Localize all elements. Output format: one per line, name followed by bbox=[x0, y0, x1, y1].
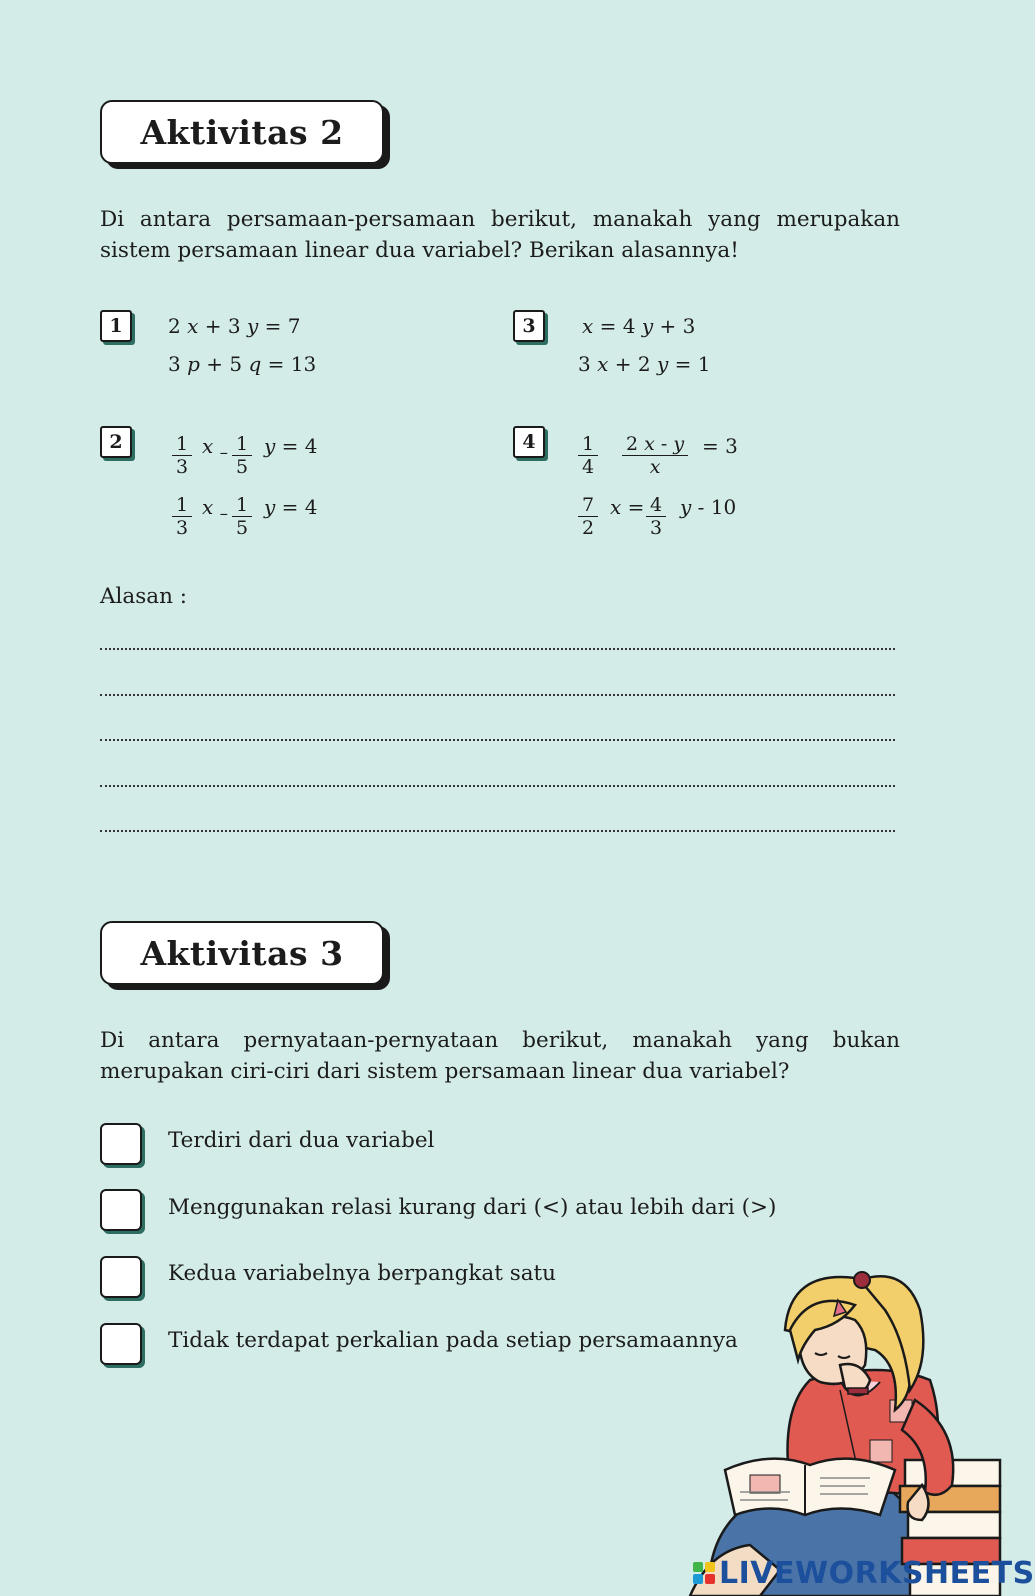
option-checkbox-1[interactable] bbox=[100, 1123, 142, 1165]
girl-reading-illustration bbox=[690, 1270, 1000, 1596]
fraction-seven-halves: $\frac{7}{2}$ bbox=[578, 494, 598, 539]
logo-text: LIVEWORKSHEETS bbox=[719, 1555, 1035, 1591]
logo-blocks-icon bbox=[693, 1562, 715, 1584]
option-checkbox-3[interactable] bbox=[100, 1256, 142, 1298]
fraction-four-thirds: $\frac{4}{3}$ bbox=[646, 494, 666, 539]
reason-line-5[interactable] bbox=[100, 830, 895, 832]
item2-eq1-rhs: y = 4 bbox=[264, 434, 318, 458]
option-label-4: Tidak terdapat perkalian pada setiap persamaannya bbox=[168, 1328, 738, 1353]
activity3-question: Di antara pernyataan-pernyataan berikut, manakah yang bukan merupakan ciri-ciri dari sistem persamaan linear dua variabel? bbox=[100, 1028, 900, 1084]
reason-label: Alasan : bbox=[100, 584, 187, 609]
fraction-one-fifth: $\frac{1}{5}$ bbox=[232, 433, 252, 478]
fraction-one-fourth: $\frac{1}{4}$ bbox=[578, 433, 598, 478]
activity3-title: Aktivitas 3 bbox=[140, 933, 344, 973]
option-checkbox-2[interactable] bbox=[100, 1189, 142, 1231]
reason-line-3[interactable] bbox=[100, 739, 895, 741]
item2-eq2-x: x $_-$ bbox=[202, 495, 228, 523]
option-label-1: Terdiri dari dua variabel bbox=[168, 1128, 435, 1153]
fraction-2x-minus-y-over-x: $\frac{2 x - y}{x}$ bbox=[622, 433, 688, 478]
activity2-question: Di antara persamaan-persamaan berikut, manakah yang merupakan sistem persamaan linear dua variabel? Berikan alasannya! bbox=[100, 207, 900, 263]
fraction-one-fifth: $\frac{1}{5}$ bbox=[232, 494, 252, 539]
option-checkbox-4[interactable] bbox=[100, 1323, 142, 1365]
activity2-title-box bbox=[100, 100, 384, 164]
option-label-2: Menggunakan relasi kurang dari (<) atau lebih dari (>) bbox=[168, 1195, 777, 1220]
item2-eq2-rhs: y = 4 bbox=[264, 495, 318, 519]
liveworksheets-logo[interactable] bbox=[693, 1556, 1035, 1590]
reason-line-2[interactable] bbox=[100, 694, 895, 696]
item4-eq2-x: x = bbox=[610, 495, 645, 519]
item2-eq1-x: x $_-$ bbox=[202, 434, 228, 462]
item3-equation-1: x = 4 y + 3 bbox=[582, 314, 696, 338]
item1-equation-2: 3 p + 5 q = 13 bbox=[168, 352, 317, 376]
item-number-2: 2 bbox=[100, 426, 132, 458]
activity3-title-box bbox=[100, 921, 384, 985]
item4-eq1-rhs: = 3 bbox=[702, 434, 738, 458]
item-number-4: 4 bbox=[513, 426, 545, 458]
reason-line-1[interactable] bbox=[100, 648, 895, 650]
item4-eq2-rhs: y - 10 bbox=[680, 495, 737, 519]
option-label-3: Kedua variabelnya berpangkat satu bbox=[168, 1261, 557, 1286]
item-number-3: 3 bbox=[513, 310, 545, 342]
reason-line-4[interactable] bbox=[100, 785, 895, 787]
item-number-1: 1 bbox=[100, 310, 132, 342]
fraction-one-third: $\frac{1}{3}$ bbox=[172, 494, 192, 539]
fraction-one-third: $\frac{1}{3}$ bbox=[172, 433, 192, 478]
item1-equation-1: 2 x + 3 y = 7 bbox=[168, 314, 301, 338]
activity2-title: Aktivitas 2 bbox=[140, 112, 344, 152]
item3-equation-2: 3 x + 2 y = 1 bbox=[578, 352, 711, 376]
